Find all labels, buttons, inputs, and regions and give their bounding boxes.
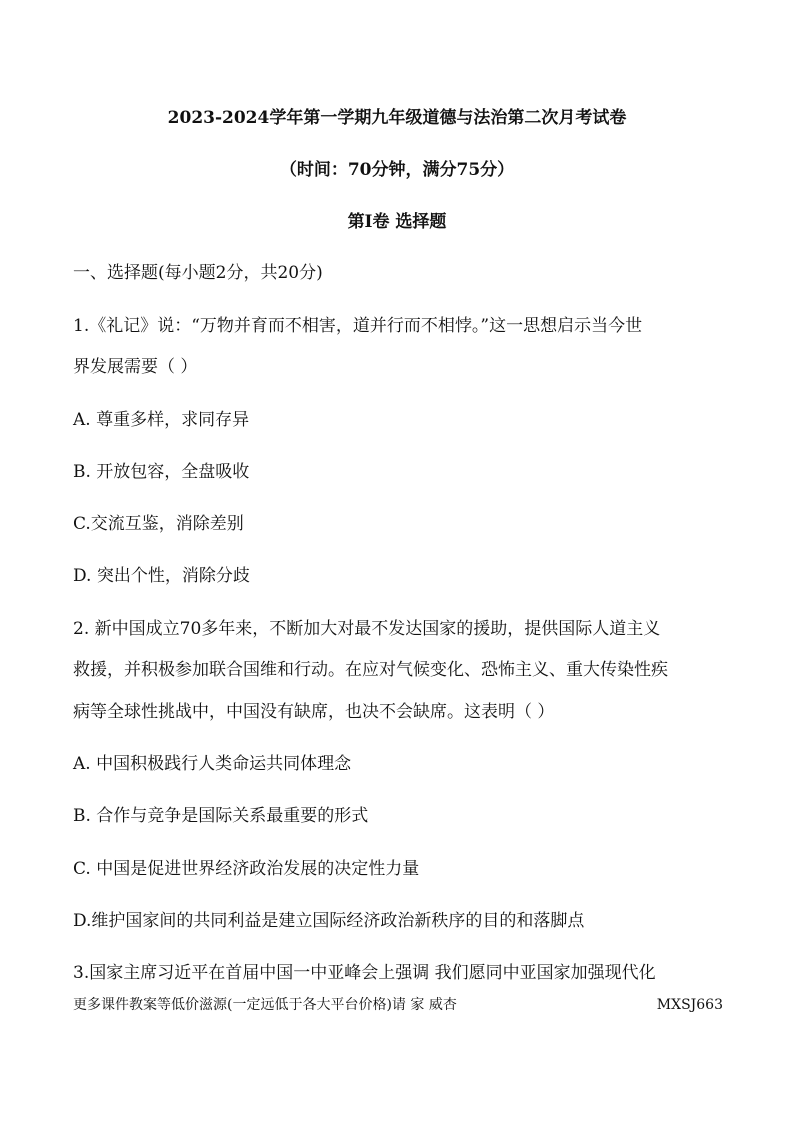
- part-heading: 一、选择题(每小题2分，共20分): [73, 263, 323, 283]
- section-title: 第Ⅰ卷 选择题: [347, 212, 447, 232]
- question-1-stem-line-1: 1.《礼记》说：“万物并育而不相害，道并行而不相悖。”这一思想启示当今世: [73, 316, 643, 336]
- exam-title: 2023-2024学年第一学期九年级道德与法治第二次月考试卷: [167, 108, 627, 128]
- footer-text: 更多课件教案等低价滋源(一定远低于各大平台价格)请 家 威杏: [73, 997, 457, 1013]
- question-1-option-a: A. 尊重多样，求同存异: [73, 410, 250, 430]
- question-2-option-d: D.维护国家间的共同利益是建立国际经济政治新秩序的目的和落脚点: [73, 911, 585, 931]
- question-1-option-b: B. 开放包容，全盘吸收: [73, 462, 250, 482]
- question-2-option-a: A. 中国积极践行人类命运共同体理念: [73, 754, 352, 774]
- question-2-option-b: B. 合作与竞争是国际关系最重要的形式: [73, 806, 369, 826]
- question-2-option-c: C. 中国是促进世界经济政治发展的决定性力量: [73, 859, 420, 879]
- question-2-stem-line-1: 2. 新中国成立70多年来，不断加大对最不发达国家的援助，提供国际人道主义: [73, 619, 661, 639]
- question-1-stem-line-2: 界发展需要（ ）: [73, 357, 198, 377]
- question-1-option-d: D. 突出个性，消除分歧: [73, 566, 250, 586]
- question-3-stem-line-1: 3.国家主席习近平在首届中国一中亚峰会上强调 我们愿同中亚国家加强现代化: [73, 963, 656, 983]
- question-1-option-c: C.交流互鉴，消除差别: [73, 514, 244, 534]
- page-footer: [73, 996, 723, 1014]
- question-2-stem-line-2: 救援，并积极参加联合国维和行动。在应对气候变化、恐怖主义、重大传染性疾: [73, 660, 668, 680]
- time-info: （时间：70分钟，满分75分）: [279, 160, 515, 180]
- question-2-stem-line-3: 病等全球性挑战中，中国没有缺席，也决不会缺席。这表明（ ）: [73, 702, 555, 722]
- footer-code: MXSJ663: [656, 997, 723, 1013]
